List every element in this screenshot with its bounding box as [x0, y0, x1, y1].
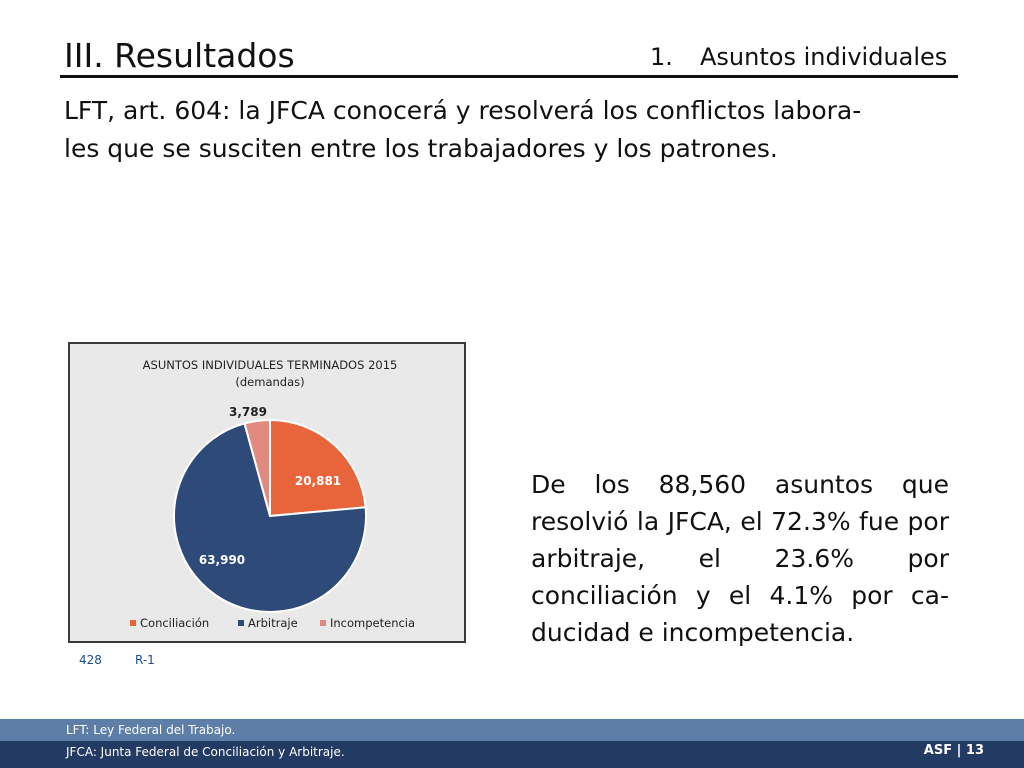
slice-incompetencia-label: 3,789 — [229, 405, 267, 419]
legend-arbitraje-swatch — [238, 620, 244, 626]
legend-conciliacion: Conciliación — [140, 616, 210, 630]
legend-conciliacion-swatch — [130, 620, 136, 626]
slice-conciliacion — [270, 420, 366, 516]
slice-arbitraje-label: 63,990 — [198, 553, 246, 567]
title-divider — [60, 75, 958, 78]
pie-chart — [68, 342, 466, 643]
legend-arbitraje: Arbitraje — [248, 616, 298, 630]
legend-incompetencia: Incompetencia — [330, 616, 416, 630]
footnote-jfca: JFCA: Junta Federal de Conciliación y Arbitraje. — [66, 745, 345, 759]
slice-conciliacion-label: 20,881 — [294, 474, 342, 488]
pie-chart-canvas — [70, 344, 464, 641]
lead-line-2: les que se susciten entre los trabajadores y los patrones. — [64, 134, 778, 163]
summary-paragraph: De los 88,560 asuntos que resolvió la JFCA, el 72.3% fue por arbitraje, el 23.6% por conciliación y el 4.1% por ca-ducidad e incompetencia. — [531, 470, 949, 647]
footnote-lft: LFT: Ley Federal del Trabajo. — [66, 723, 236, 737]
section-label: Asuntos individuales — [700, 43, 948, 71]
chart-footnote-right: R-1 — [135, 653, 155, 667]
section-number: 1. — [650, 43, 673, 71]
section-heading — [650, 42, 947, 72]
chart-title: ASUNTOS INDIVIDUALES TERMINADOS 2015 — [142, 358, 398, 372]
lead-paragraph — [64, 92, 964, 168]
lead-line-1: LFT, art. 604: la JFCA conocerá y resolverá los conflictos labora- — [64, 96, 862, 125]
page-number-tag: ASF | 13 — [923, 743, 984, 758]
slide-title: III. Resultados — [64, 36, 295, 75]
chart-subtitle: (demandas) — [235, 375, 305, 389]
legend-incompetencia-swatch — [320, 620, 326, 626]
chart-footnote-left: 428 — [79, 653, 102, 667]
